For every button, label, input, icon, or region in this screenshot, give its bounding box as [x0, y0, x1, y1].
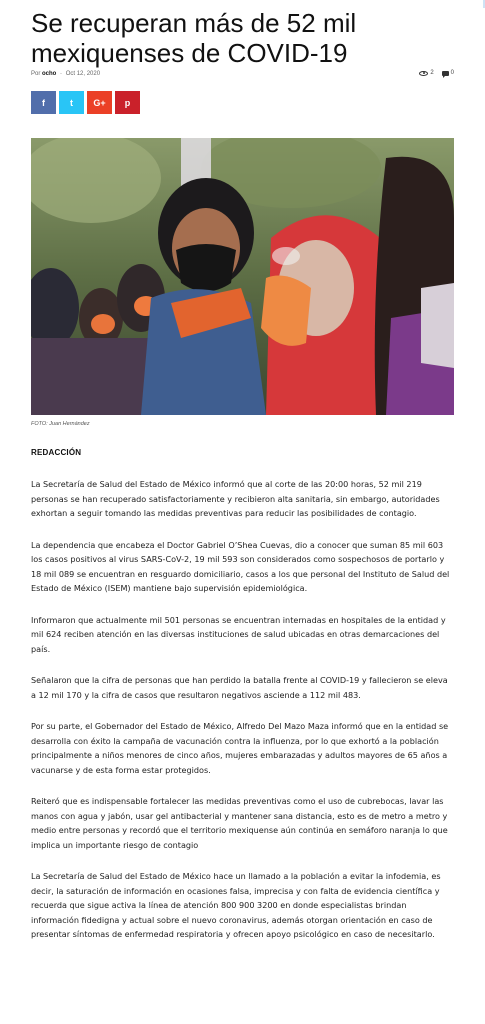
pinterest-icon: p: [124, 97, 131, 108]
article-title: Se recuperan más de 52 mil mexiquenses de COVID-19: [31, 8, 357, 68]
paragraph: La dependencia que encabeza el Doctor Gabriel O’Shea Cuevas, dio a conocer que suman 85 mil 603 los casos positivos al virus SARS-CoV-2, 19 mil 593 son considerados como sospechosos de portarlo y 18 mil 089 se encuentran en resguardo domiciliario, casos a los que personal del Instituto de Salud del Estado de México (ISEM) mantiene bajo supervisión epidemiológica.: [31, 539, 450, 593]
facebook-icon: f: [42, 97, 45, 108]
article-body: [31, 477, 455, 959]
paragraph: La Secretaría de Salud del Estado de México hace un llamado a la población a evitar la infodemia, es decir, la saturación de información en ocasiones falsa, imprecisa y con falta de evidencia científica y recuerda que sigue activa la línea de atención 800 900 3200 en donde especialistas brindan información fidedigna y actual sobre el nuevo coronavirus, además otorgan orientación en caso de presentar síntomas de enfermedad respiratoria y ofrecen apoyo psicológico en caso de necesitarlo.: [31, 871, 441, 939]
share-facebook-button[interactable]: [31, 91, 56, 114]
article-counters: [419, 70, 454, 76]
share-googleplus-button[interactable]: [87, 91, 112, 114]
publish-date: Oct 12, 2020: [65, 71, 101, 77]
meta-separator: -: [60, 71, 63, 77]
twitter-icon: t: [70, 97, 73, 108]
article-meta: [31, 71, 100, 77]
comments-counter[interactable]: [442, 70, 454, 76]
photo-illustration: [31, 138, 454, 415]
paragraph: Informaron que actualmente mil 501 personas se encuentran internadas en hospitales de la entidad y mil 624 reciben atención en las diversas instituciones de salud ubicadas en otras demarcaciones del país.: [31, 614, 446, 654]
by-prefix: Por: [31, 71, 41, 77]
googleplus-icon: G+: [93, 97, 106, 108]
article-photo[interactable]: [31, 138, 454, 415]
eye-icon: [419, 71, 428, 76]
share-twitter-button[interactable]: [59, 91, 84, 114]
paragraph: Por su parte, el Gobernador del Estado de México, Alfredo Del Mazo Maza informó que en la entidad se desarrolla con éxito la campaña de vacunación contra la influenza, por lo que exhortó a la población principalmente a niños menores de cinco años, mujeres embarazadas y adultos mayores de 65 años a vacunarse y de esta forma estar protegidos.: [31, 721, 449, 775]
paragraph: Reiteró que es indispensable fortalecer las medidas preventivas como el uso de cubrebocas, lavar las manos con agua y jabón, usar gel antibacterial y mantener sana distancia, esto es de metro a metro y medio entre personas y recordó que el territorio mexiquense aún continúa en semáforo naranja lo que implica un importante riesgo de contagio: [31, 796, 448, 850]
share-buttons: [31, 91, 140, 114]
paragraph: La Secretaría de Salud del Estado de México informó que al corte de las 20:00 horas, 52 mil 219 personas se han recuperado satisfactoriamente y recibieron alta sanitaria, sin embargo, autoridades exhortan a seguir tomando las medidas preventivas para reducir las posibilidades de contagio.: [31, 479, 440, 518]
comment-icon: [442, 71, 449, 76]
byline: REDACCIÓN: [31, 448, 82, 457]
views-counter: [419, 70, 433, 76]
paragraph: Señalaron que la cifra de personas que han perdido la batalla frente al COVID-19 y fallecieron se eleva a 12 mil 170 y la cifra de casos que resultaron negativos asciende a 112 mil 483.: [31, 675, 448, 700]
comments-count: 0: [450, 70, 454, 76]
author-link[interactable]: ocho: [42, 71, 57, 77]
share-pinterest-button[interactable]: [115, 91, 140, 114]
photo-caption: FOTO: Juan Hernández: [31, 421, 90, 427]
views-count: 2: [430, 70, 434, 76]
